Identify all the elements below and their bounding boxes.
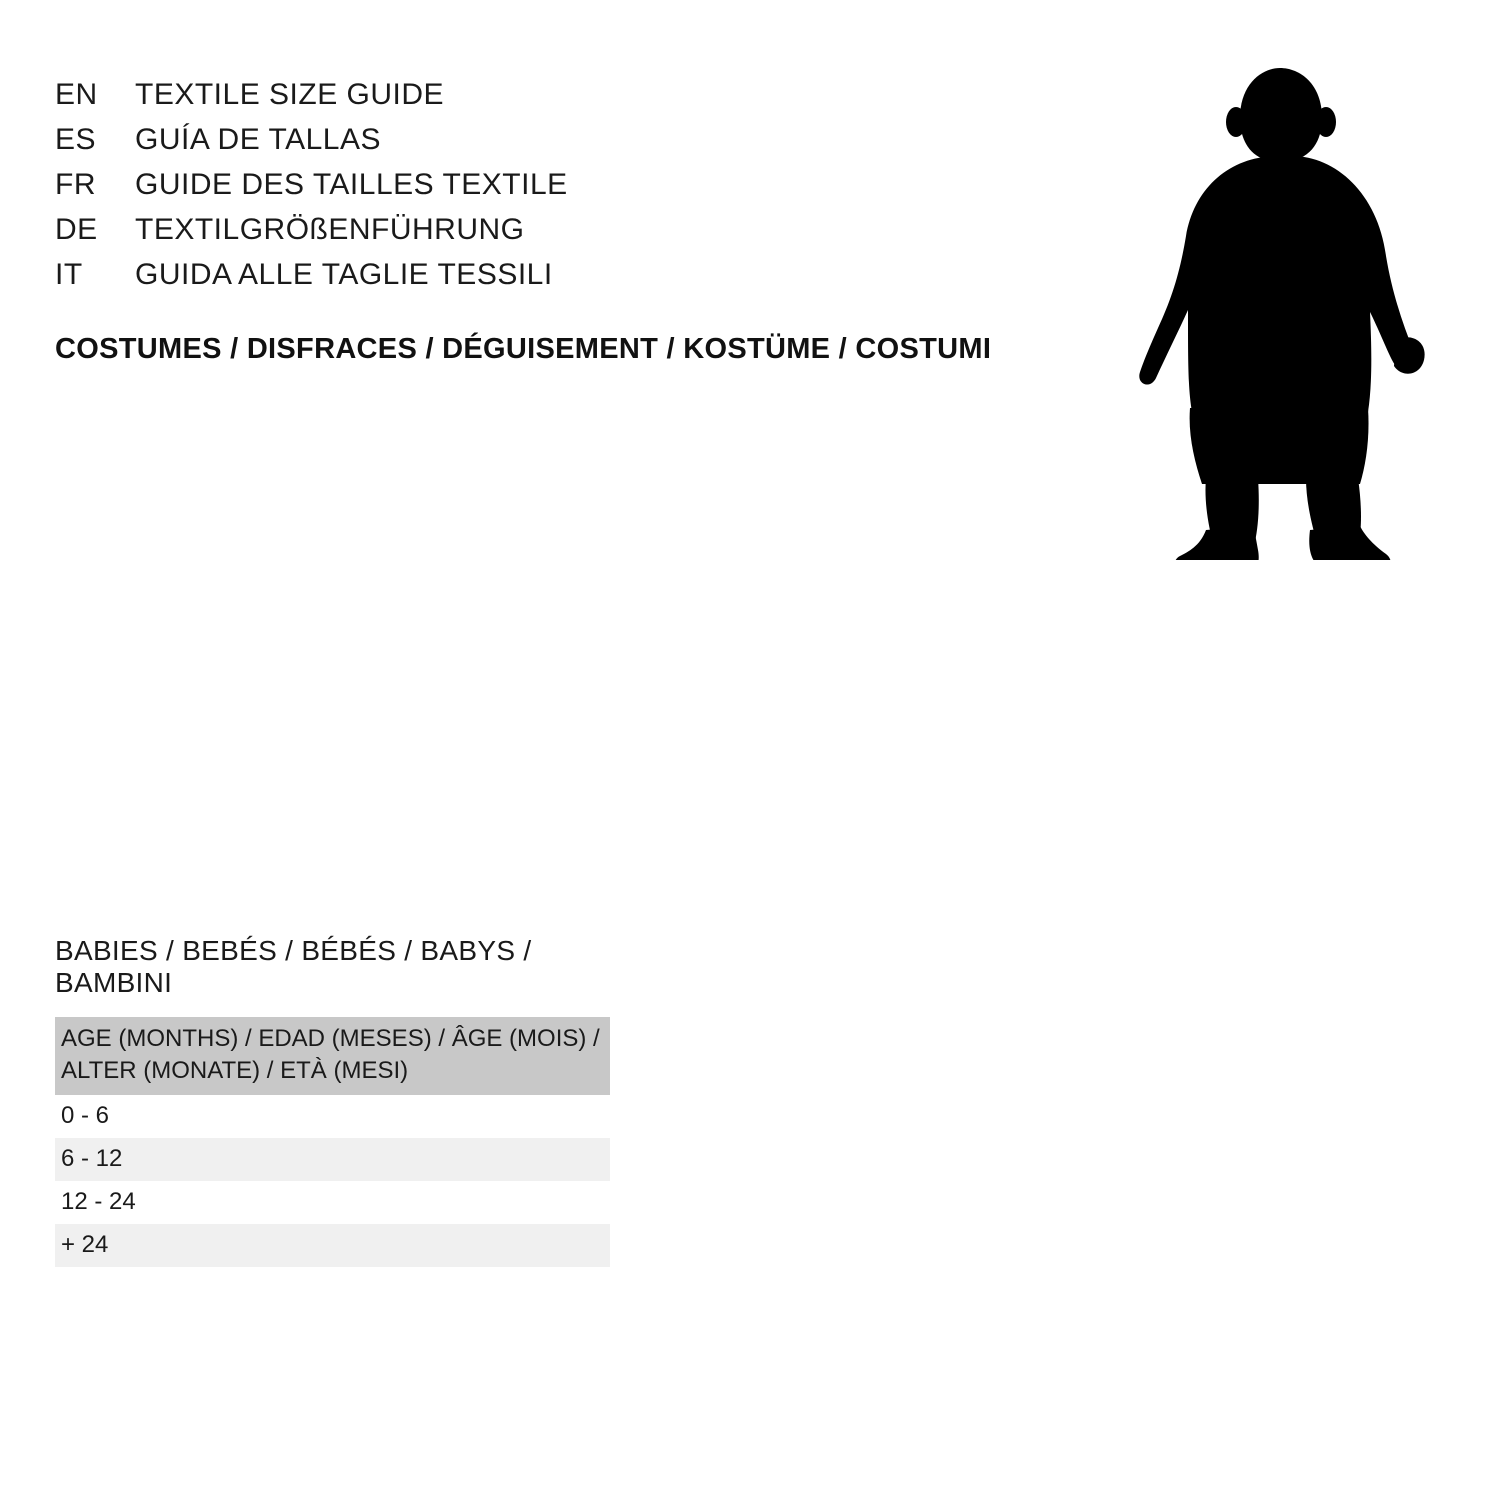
language-title: TEXTILGRÖßENFÜHRUNG [135,213,525,246]
language-code: ES [55,123,97,156]
language-row [55,78,1055,123]
language-title: GUIDE DES TAILLES TEXTILE [135,168,568,201]
table-caption: BABIES / BEBÉS / BÉBÉS / BABYS / BAMBINI [55,935,532,998]
language-row [55,213,1055,258]
language-title: GUIDA ALLE TAGLIE TESSILI [135,258,553,291]
table-row [55,1181,610,1224]
table-row [55,1138,610,1181]
language-code: IT [55,258,83,291]
language-code: EN [55,78,98,111]
language-title: GUÍA DE TALLAS [135,123,381,156]
language-title: TEXTILE SIZE GUIDE [135,78,445,111]
language-row [55,258,1055,303]
table-row [55,1095,610,1138]
table-cell-age: 12 - 24 [55,1181,610,1224]
size-table-section [55,935,615,1267]
table-cell-age: 0 - 6 [55,1095,610,1138]
table-cell-age: 6 - 12 [55,1138,610,1181]
language-row [55,168,1055,213]
size-table [55,1017,610,1267]
language-row [55,123,1055,168]
category-heading: COSTUMES / DISFRACES / DÉGUISEMENT / KOSTÜME / COSTUMI [55,333,992,365]
baby-silhouette-icon [1110,60,1440,560]
table-cell-age: + 24 [55,1224,610,1267]
language-title-block [55,78,1055,303]
language-code: FR [55,168,96,201]
table-header-row [55,1017,610,1095]
table-header-age: AGE (MONTHS) / EDAD (MESES) / ÂGE (MOIS) / ALTER (MONATE) / ETÀ (MESI) [55,1017,610,1095]
table-row [55,1224,610,1267]
language-code: DE [55,213,98,246]
